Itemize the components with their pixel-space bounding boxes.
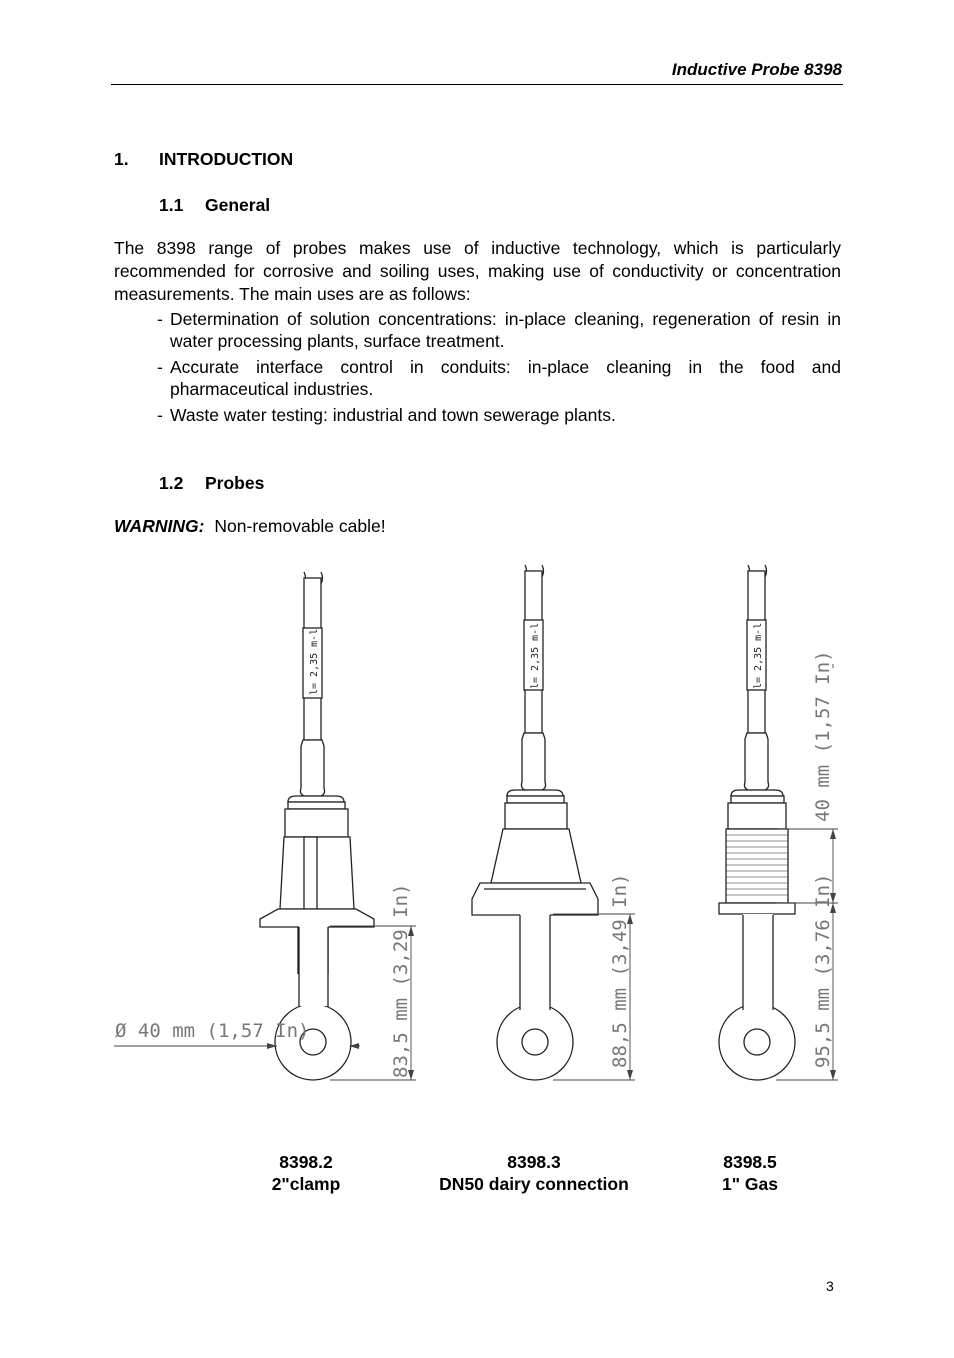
height-dimension-8398-2: 83,5 mm (3,29 In) <box>390 883 412 1078</box>
warning-text: Non-removable cable! <box>214 516 386 536</box>
model-caption <box>246 1151 366 1195</box>
warning-label: WARNING: <box>114 516 205 536</box>
subsection-title: General <box>205 195 271 215</box>
section-number: 1. <box>114 149 129 169</box>
model-caption <box>420 1151 648 1195</box>
subsection-number: 1.2 <box>159 473 184 493</box>
page-number: 3 <box>826 1278 834 1294</box>
height-dimension-8398-5: 95,5 mm (3,76 In) <box>812 873 834 1068</box>
section-title: INTRODUCTION <box>159 149 294 169</box>
running-header: Inductive Probe 8398 <box>671 60 842 79</box>
list-item: - Waste water testing: industrial and town sewerage plants. <box>157 405 616 425</box>
subsection-number: 1.1 <box>159 195 184 215</box>
model-code: 8398.2 <box>279 1152 333 1172</box>
model-caption <box>700 1151 800 1195</box>
subsection-title: Probes <box>205 473 265 493</box>
diameter-label: Ø 40 mm (1,57 In) <box>115 1020 310 1042</box>
list-item: - Determination of solution concentrations: in-place cleaning, regeneration of resin in water processing plants, surface treatment. <box>157 309 841 351</box>
model-code: 8398.3 <box>507 1152 561 1172</box>
model-name: DN50 dairy connection <box>439 1174 629 1194</box>
height-dimension-8398-3: 88,5 mm (3,49 In) <box>609 873 631 1068</box>
intro-paragraph: The 8398 range of probes makes use of inductive technology, which is particularly recommended for corrosive and soiling uses, making use of conductivity or concentration measurements. The main uses are as follows: <box>114 238 841 304</box>
model-code: 8398.5 <box>723 1152 777 1172</box>
model-name: 2"clamp <box>271 1174 341 1194</box>
list-item: - Accurate interface control in conduits: in-place cleaning in the food and pharmaceutical industries. <box>157 357 841 399</box>
thread-dimension-8398-5: 40 mm (1,57 In) <box>812 650 834 822</box>
cable-length-label: l= 2,35 m-l <box>753 622 764 689</box>
cable-length-label: l= 2,35 m-l <box>309 628 320 695</box>
model-name: 1" Gas <box>722 1174 778 1194</box>
cable-length-label: l= 2,35 m-l <box>530 622 541 689</box>
